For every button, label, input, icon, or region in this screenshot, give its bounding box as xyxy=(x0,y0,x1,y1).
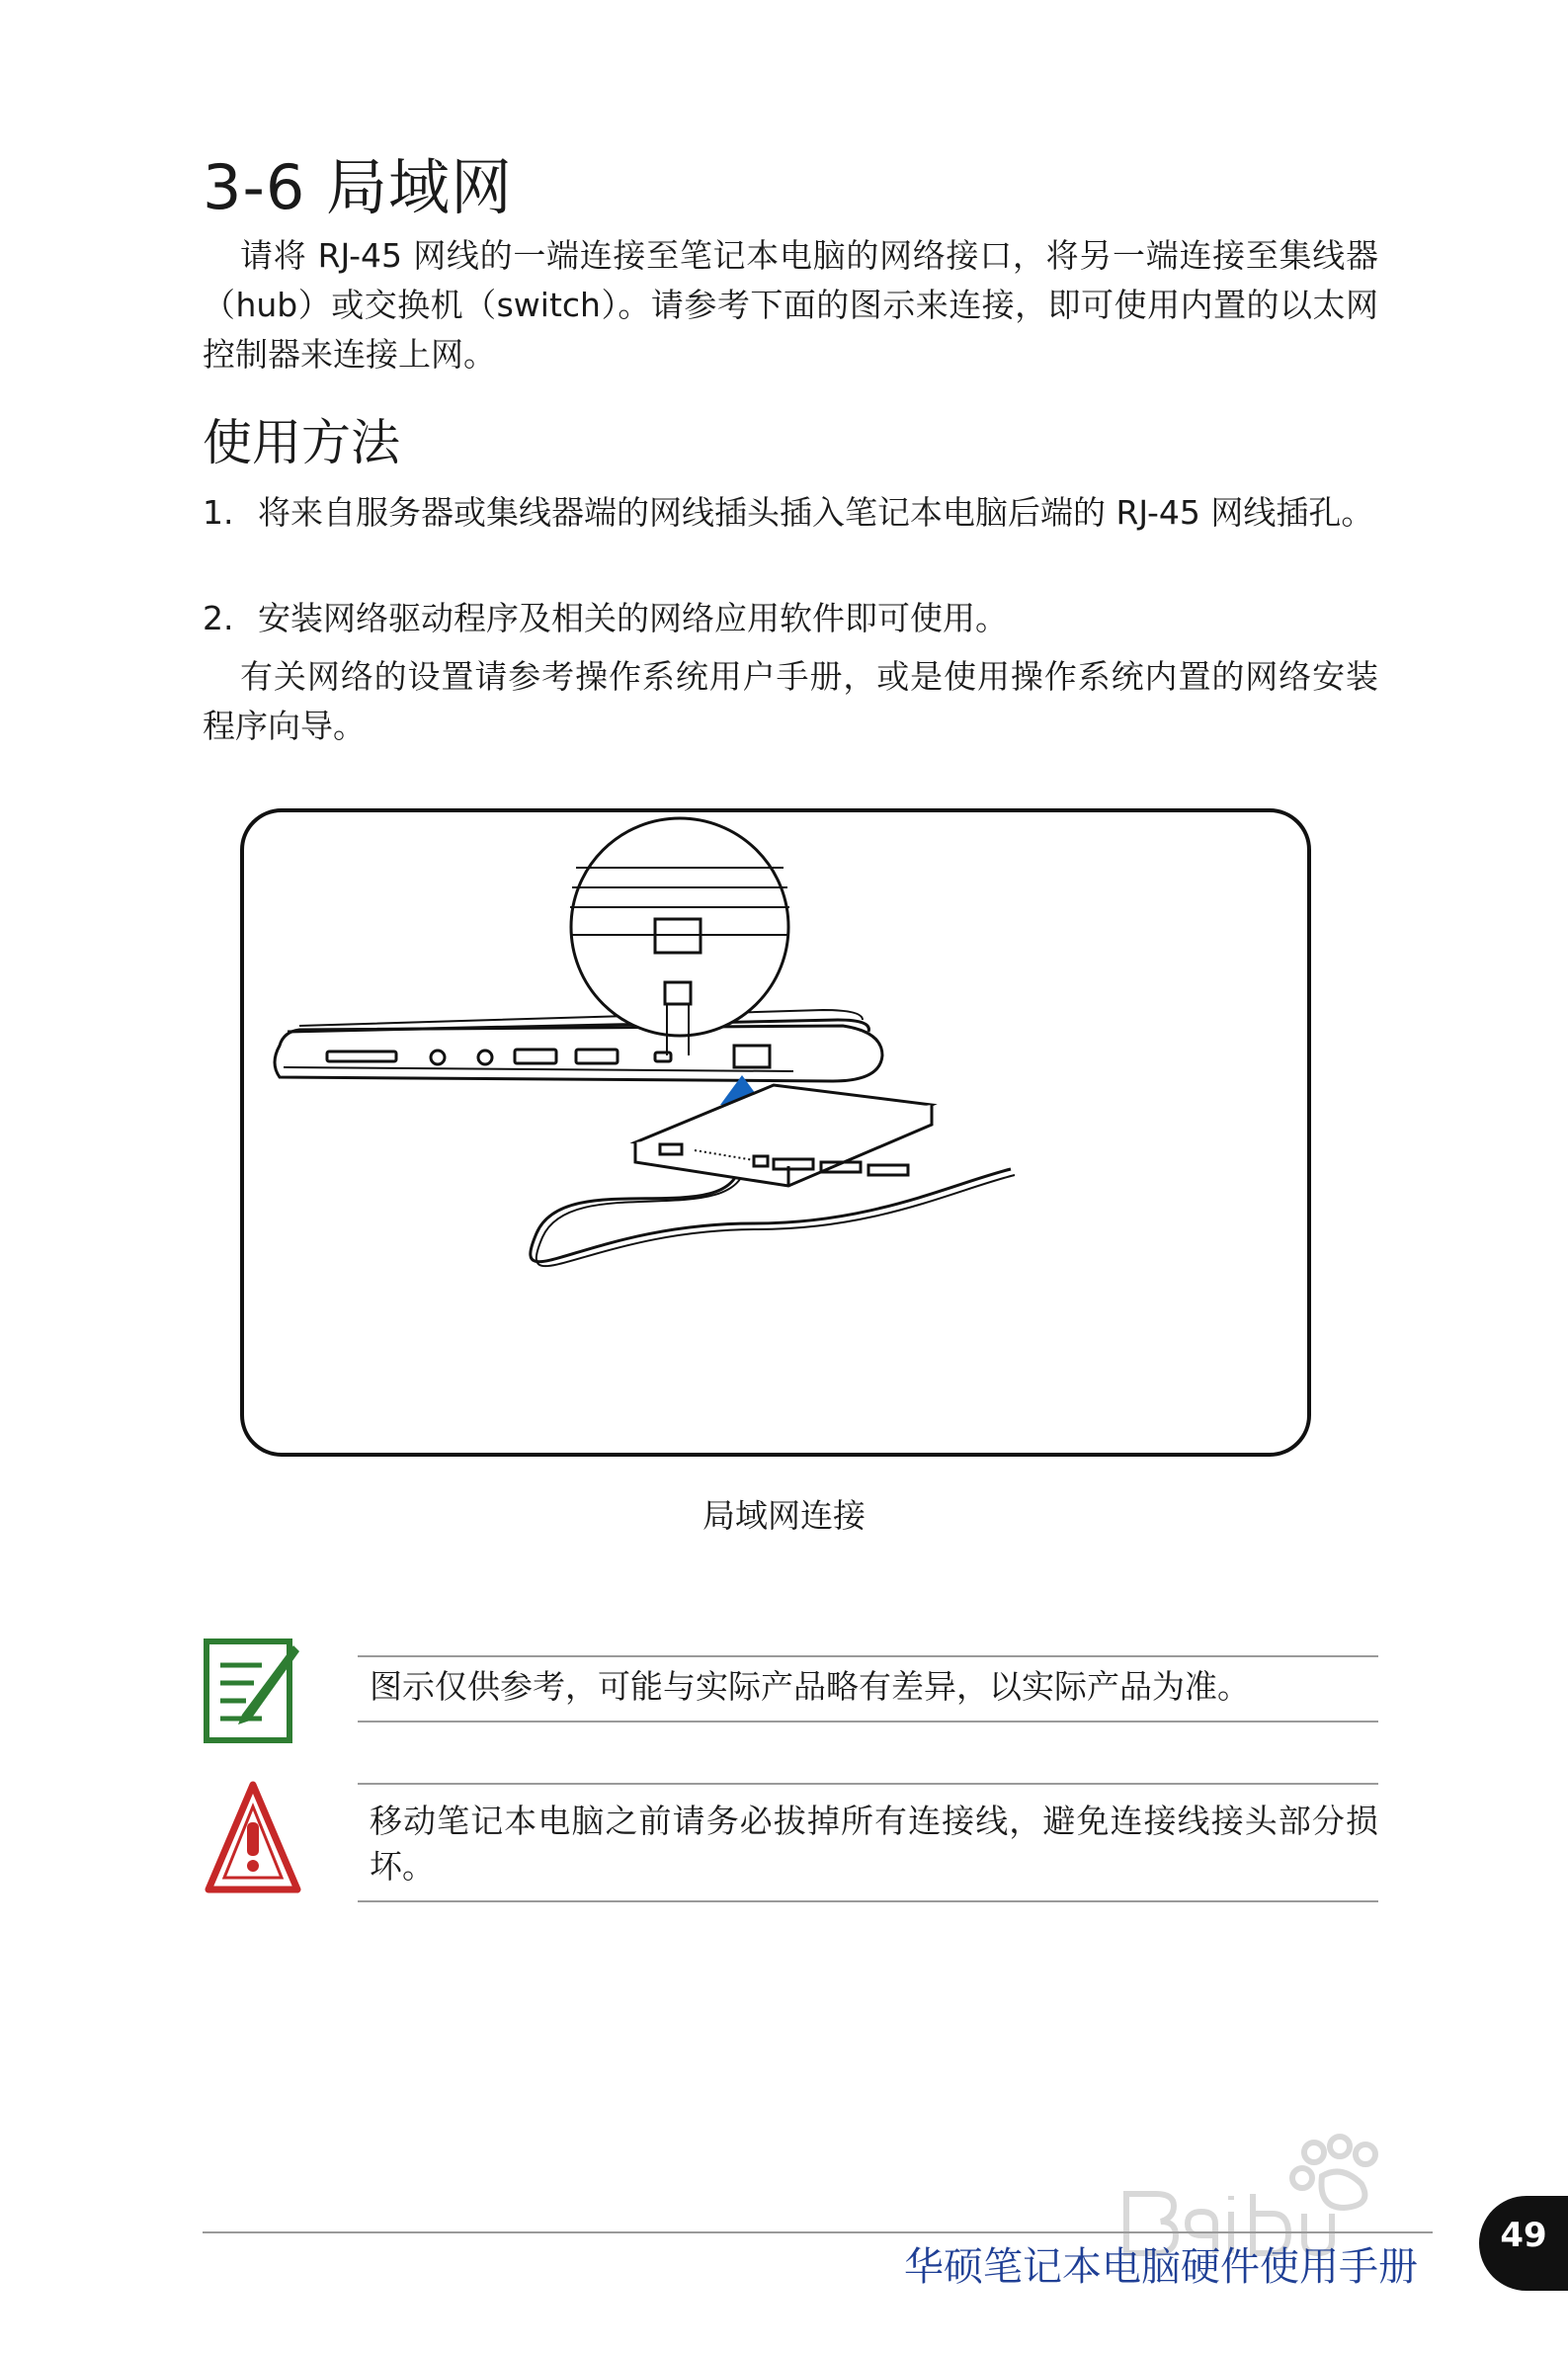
divider xyxy=(358,1900,1378,1902)
page-number: 49 xyxy=(1500,2216,1547,2255)
footer-title: 华硕笔记本电脑硬件使用手册 xyxy=(904,2244,1418,2290)
step-text: 安装网络驱动程序及相关的网络应用软件即可使用。 xyxy=(258,599,1008,637)
step-text: 将来自服务器或集线器端的网线插头插入笔记本电脑后端的 RJ-45 网线插孔。 xyxy=(258,493,1374,532)
divider xyxy=(358,1783,1378,1785)
footer-rule xyxy=(203,2231,1433,2233)
laptop-illustration xyxy=(275,1010,882,1081)
step-number: 1. xyxy=(203,493,234,532)
divider xyxy=(358,1655,1378,1657)
intro-paragraph: 请将 RJ-45 网线的一端连接至笔记本电脑的网络接口，将另一端连接至集线器（hub）或交换机（switch）。请参考下面的图示来连接，即可使用内置的以太网控制器来连接上网。 xyxy=(203,236,1378,374)
port-closeup-illustration xyxy=(570,818,789,1055)
note-callout-text: 图示仅供参考，可能与实际产品略有差异，以实际产品为准。 xyxy=(370,1667,1250,1706)
note-pencil-icon xyxy=(203,1636,301,1746)
divider xyxy=(358,1721,1378,1723)
subsection-title: 使用方法 xyxy=(203,414,400,471)
lan-connection-illustration xyxy=(240,808,1311,1457)
note-paragraph: 有关网络的设置请参考操作系统用户手册，或是使用操作系统内置的网络安装程序向导。 xyxy=(203,657,1378,745)
section-title: 3-6 局域网 xyxy=(203,151,513,223)
step-item xyxy=(203,488,1378,538)
figure-caption: 局域网连接 xyxy=(702,1496,866,1535)
warning-triangle-icon xyxy=(203,1779,303,1899)
switch-hub-illustration xyxy=(635,1085,932,1186)
warning-callout-text: 移动笔记本电脑之前请务必拔掉所有连接线，避免连接线接头部分损坏。 xyxy=(370,1802,1378,1886)
step-item xyxy=(203,594,1378,643)
step-number: 2. xyxy=(203,599,234,637)
